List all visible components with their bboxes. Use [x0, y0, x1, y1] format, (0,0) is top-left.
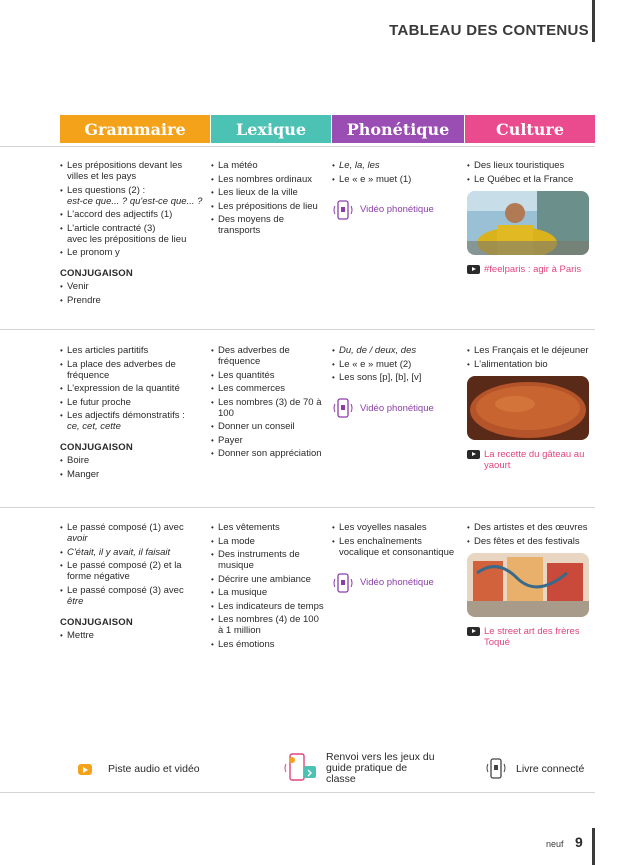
- column-header-grammaire: Grammaire: [60, 115, 210, 143]
- list-item: • Le Québec et la France: [467, 174, 595, 185]
- list-item: • Les vêtements: [211, 522, 325, 533]
- list-item: • Les indicateurs de temps: [211, 601, 325, 612]
- list-item: • Les voyelles nasales: [332, 522, 462, 533]
- row1-grammaire: [60, 160, 208, 308]
- culture-video-link[interactable]: Le street art des frères Toqué: [467, 626, 595, 648]
- list-item: • Les lieux de la ville: [211, 187, 327, 198]
- list-item: • Les Français et le déjeuner: [467, 345, 595, 356]
- row3-culture: [467, 522, 595, 648]
- column-header-lexique: Lexique: [211, 115, 331, 143]
- list-item: • Le « e » muet (2): [332, 359, 462, 370]
- phonetic-video-link[interactable]: Vidéo phonétique: [332, 199, 462, 221]
- cake-photo: [467, 376, 589, 440]
- list-item: • Le, la, les: [332, 160, 462, 171]
- row3-phonetique: [332, 522, 462, 594]
- list-item: • L'alimentation bio: [467, 359, 595, 370]
- list-item: • Le passé composé (2) et la forme négative: [60, 560, 208, 582]
- list-item: • Les enchaînements vocalique et consonantique: [332, 536, 462, 558]
- list-item: • C'était, il y avait, il faisait: [60, 547, 208, 558]
- list-item: • La place des adverbes de fréquence: [60, 359, 208, 381]
- phone-icon: [484, 756, 508, 782]
- row-divider: [0, 329, 595, 330]
- man-sitting-photo: [467, 191, 589, 255]
- game-phone-icon: [284, 752, 318, 784]
- list-item: • Des moyens de transports: [211, 214, 327, 236]
- list-item: • Les quantités: [211, 370, 323, 381]
- phonetic-video-link[interactable]: Vidéo phonétique: [332, 397, 462, 419]
- footer-accent-bar: [592, 828, 595, 865]
- list-item: • Des artistes et des œuvres: [467, 522, 595, 533]
- row2-phonetique: [332, 345, 462, 419]
- list-item: • Des instruments de musique: [211, 549, 325, 571]
- list-item: • La musique: [211, 587, 325, 598]
- list-item: • Boire: [60, 455, 208, 466]
- play-icon: [467, 627, 480, 636]
- page-number-word: neuf: [546, 839, 564, 849]
- list-item: • Les prépositions de lieu: [211, 201, 327, 212]
- row2-culture: [467, 345, 595, 471]
- conjugaison-title: CONJUGAISON: [60, 442, 133, 453]
- phonetic-video-link[interactable]: Vidéo phonétique: [332, 572, 462, 594]
- phone-icon: [332, 572, 354, 594]
- culture-video-link[interactable]: #feelparis : agir à Paris: [467, 264, 595, 275]
- list-item: • Payer: [211, 435, 323, 446]
- list-item: • Les nombres (4) de 100 à 1 million: [211, 614, 325, 636]
- conjugaison-title: CONJUGAISON: [60, 616, 133, 628]
- list-item: • Le pronom y: [60, 247, 208, 258]
- list-item: • Le passé composé (1) avec avoir: [60, 522, 208, 544]
- row-divider: [0, 146, 595, 147]
- list-item: • Le passé composé (3) avec être: [60, 585, 208, 607]
- conjugaison-title: CONJUGAISON: [60, 268, 133, 279]
- list-item: • Les nombres (3) de 70 à 100: [211, 397, 323, 419]
- list-item: • Les adjectifs démonstratifs : ce, cet, cette: [60, 410, 208, 432]
- legend-jeux: Renvoi vers les jeux du guide pratique de classe: [284, 752, 444, 785]
- row-divider: [0, 507, 595, 508]
- list-item: • La météo: [211, 160, 327, 171]
- list-item: • Le « e » muet (1): [332, 174, 462, 185]
- list-item: • Donner son appréciation: [211, 448, 323, 459]
- list-item: • Les nombres ordinaux: [211, 174, 327, 185]
- row3-lexique: [211, 522, 325, 652]
- list-item: • Les commerces: [211, 383, 323, 394]
- list-item: • Mettre: [60, 630, 208, 641]
- list-item: • Manger: [60, 469, 208, 480]
- row2-grammaire: [60, 345, 208, 482]
- page-title: TABLEAU DES CONTENUS: [389, 22, 589, 39]
- header-accent-bar: [592, 0, 595, 42]
- list-item: • Décrire une ambiance: [211, 574, 325, 585]
- column-header-phonetique: Phonétique: [332, 115, 464, 143]
- list-item: • Prendre: [60, 295, 208, 306]
- list-item: • La mode: [211, 536, 325, 547]
- list-item: • Les prépositions devant les villes et les pays: [60, 160, 208, 182]
- list-item: • L'accord des adjectifs (1): [60, 209, 208, 220]
- play-icon: [467, 265, 480, 274]
- list-item: • L'expression de la quantité: [60, 383, 208, 394]
- street-art-photo: [467, 553, 589, 617]
- row1-lexique: [211, 160, 327, 239]
- phone-icon: [332, 397, 354, 419]
- legend-audio-video: Piste audio et vidéo: [78, 764, 200, 775]
- culture-video-link[interactable]: La recette du gâteau au yaourt: [467, 449, 595, 471]
- list-item: • Des lieux touristiques: [467, 160, 595, 171]
- play-icon: [467, 450, 480, 459]
- list-item: • Les émotions: [211, 639, 325, 650]
- list-item: • Le futur proche: [60, 397, 208, 408]
- list-item: • L'article contracté (3) avec les prépositions de lieu: [60, 223, 208, 245]
- row3-grammaire: [60, 522, 208, 643]
- page-number: 9: [575, 834, 583, 850]
- list-item: • Les articles partitifs: [60, 345, 208, 356]
- row2-lexique: [211, 345, 323, 462]
- phone-icon: [332, 199, 354, 221]
- legend-livre: Livre connecté: [484, 756, 584, 782]
- list-item: • Donner un conseil: [211, 421, 323, 432]
- list-item: • Du, de / deux, des: [332, 345, 462, 356]
- footer-divider: [0, 792, 595, 793]
- play-icon: [78, 764, 92, 775]
- list-item: • Des adverbes de fréquence: [211, 345, 323, 367]
- column-header-culture: Culture: [465, 115, 595, 143]
- list-item: • Venir: [60, 281, 208, 292]
- row1-culture: [467, 160, 595, 275]
- row1-phonetique: [332, 160, 462, 221]
- list-item: • Des fêtes et des festivals: [467, 536, 595, 547]
- list-item: • Les questions (2) : est-ce que... ? qu'est-ce que... ?: [60, 185, 208, 207]
- list-item: • Les sons [p], [b], [v]: [332, 372, 462, 383]
